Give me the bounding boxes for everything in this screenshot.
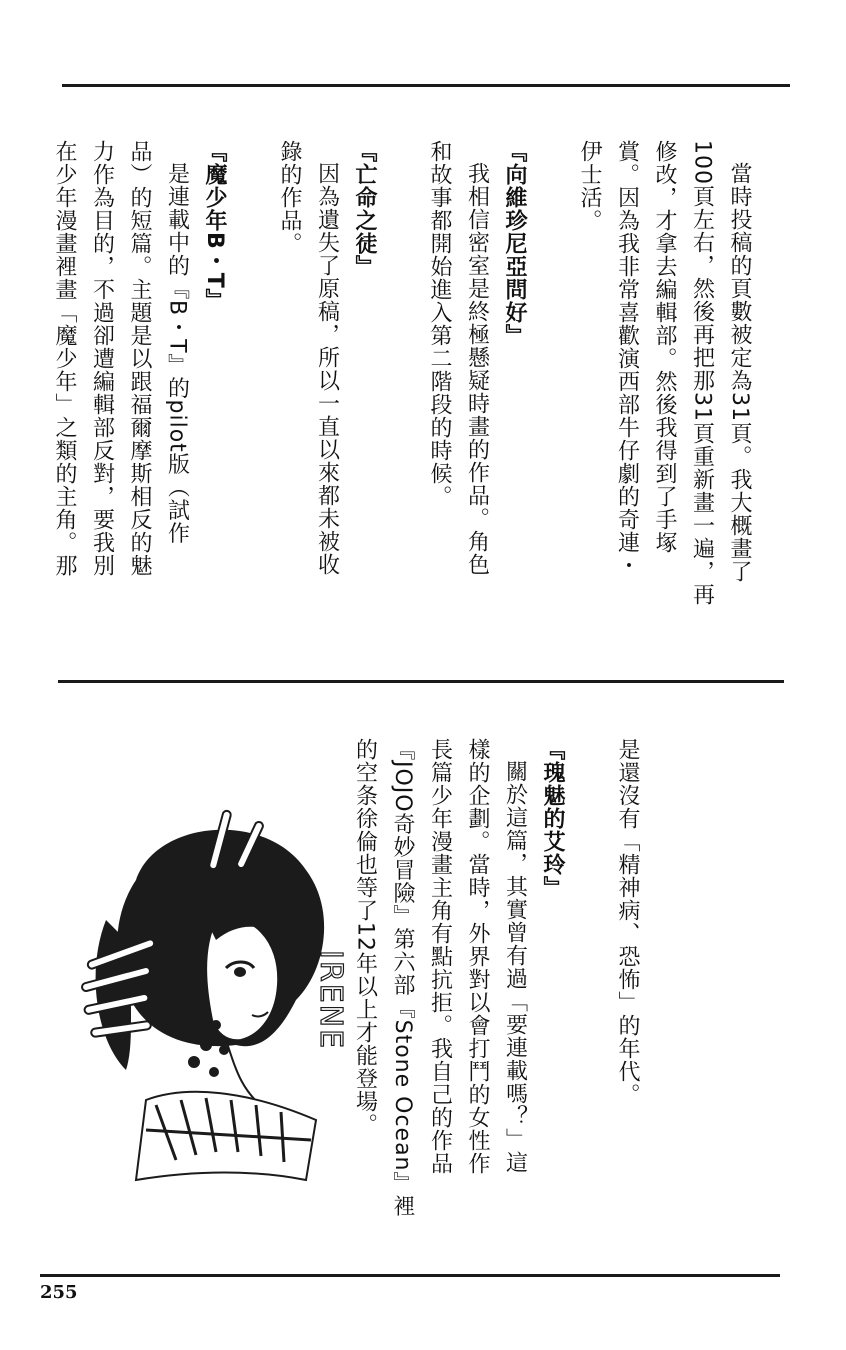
text-column	[533, 140, 571, 606]
text-column: 是連載中的『B・T』的pilot版（試作	[164, 162, 190, 545]
text-column: 品）的短篇。主題是以跟福爾摩斯相反的魅	[127, 140, 152, 577]
text-column: 因為遺失了原稿，所以一直以來都未被收	[314, 162, 340, 576]
text-column: 伊士活。	[577, 140, 602, 232]
text-column: 力作為目的，不過卻遭編輯部反對，要我別	[89, 140, 115, 577]
text-column	[383, 140, 421, 606]
text-column: 和故事都開始進入第二階段的時候。	[427, 140, 452, 508]
text-column: 在少年漫畫裡畫「魔少年」之類的主角。那	[52, 140, 77, 577]
text-column: 長篇少年漫畫主角有點抗拒。我自己的作品	[427, 738, 453, 1175]
text-column: 關於這篇，其實曾有過「要連載嗎？」這	[502, 760, 528, 1174]
text-column: 我相信密室是終極懸疑時畫的作品。角色	[464, 162, 490, 576]
text-column: 賞。因為我非常喜歡演西部牛仔劇的奇連・	[614, 140, 640, 577]
irene-signature: IRENE	[313, 950, 348, 1051]
text-column: 當時投稿的頁數被定為31頁。我大概畫了	[727, 162, 752, 583]
section-heading: 『魔少年B・T』	[202, 140, 227, 312]
text-column: 『JOJO奇妙冒險』第六部『Stone Ocean』裡	[390, 738, 415, 1218]
top-text-column-block	[46, 140, 759, 606]
page-number: 255	[40, 1282, 78, 1303]
text-column: 100頁左右，然後再把那31頁重新畫一遍，再	[689, 140, 715, 606]
text-column: 錄的作品。	[277, 140, 302, 255]
text-column: 是還沒有「精神病、恐怖」的年代。	[615, 738, 640, 1106]
section-heading: 『向維珍尼亞問好』	[502, 140, 527, 347]
section-heading: 『亡命之徒』	[352, 140, 377, 278]
section-heading: 『瑰魅的艾玲』	[540, 738, 565, 899]
text-column	[571, 738, 609, 1218]
irene-illustration	[66, 800, 396, 1230]
bottom-rule	[40, 1274, 780, 1277]
text-column	[233, 140, 271, 606]
text-column: 修改，才拿去編輯部。然後我得到了手塚	[652, 140, 677, 554]
top-rule	[62, 84, 790, 87]
text-column: 的空条徐倫也等了12年以上才能登場。	[352, 738, 378, 1136]
middle-rule	[58, 680, 784, 683]
text-column: 樣的企劃。當時，外界對以會打鬥的女性作	[465, 738, 490, 1175]
